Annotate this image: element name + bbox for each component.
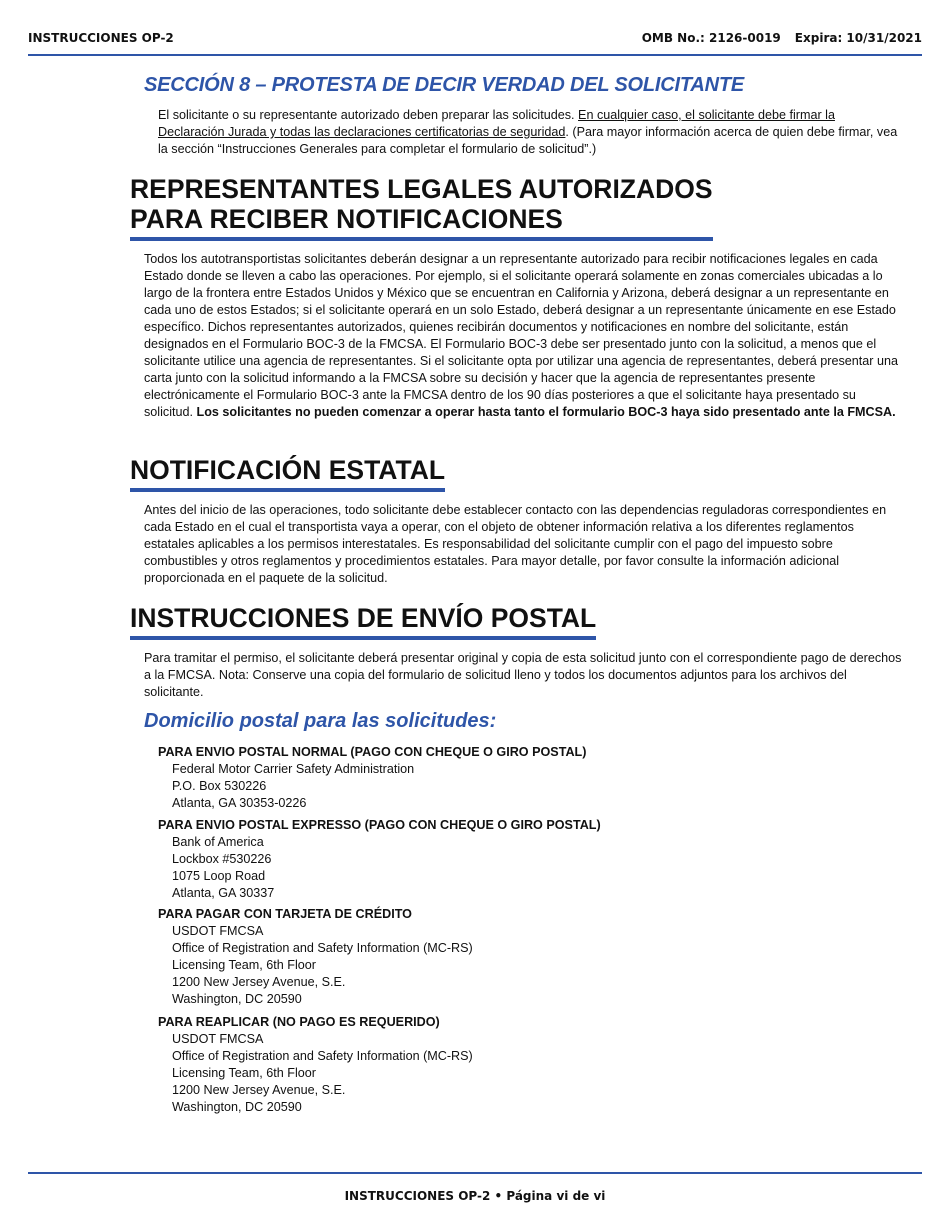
- address-line: Licensing Team, 6th Floor: [172, 1066, 316, 1080]
- address-block-reapply: [158, 1014, 758, 1116]
- address-line: Lockbox #530226: [172, 852, 272, 866]
- address-block-normal: [158, 744, 758, 812]
- address-line: Atlanta, GA 30337: [172, 886, 275, 900]
- section-8-body: [158, 107, 903, 158]
- representantes-heading-line-1: REPRESENTANTES LEGALES AUTORIZADOS: [130, 174, 713, 204]
- address-line: Federal Motor Carrier Safety Administration: [172, 762, 415, 776]
- section-8-text: El solicitante o su representante autorizado deben preparar las solicitudes.: [158, 108, 579, 122]
- address-block-credit-card: [158, 906, 758, 1008]
- page-footer: INSTRUCCIONES OP-2 • Página vi de vi: [344, 1189, 606, 1203]
- address-line: Office of Registration and Safety Information (MC-RS): [172, 1049, 473, 1063]
- address-line: 1075 Loop Road: [172, 869, 266, 883]
- address-line: Washington, DC 20590: [172, 1100, 302, 1114]
- representantes-body: [144, 251, 902, 421]
- address-line: Office of Registration and Safety Information (MC-RS): [172, 941, 473, 955]
- notificacion-heading: NOTIFICACIÓN ESTATAL: [130, 455, 445, 492]
- representantes-heading-line-2: PARA RECIBER NOTIFICACIONES: [130, 204, 563, 234]
- address-line: P.O. Box 530226: [172, 779, 267, 793]
- representantes-bold-text: Los solicitantes no pueden comenzar a operar hasta tanto el formulario BOC-3 haya sido presentado ante la FMCSA.: [196, 405, 896, 419]
- address-block-express: [158, 817, 758, 902]
- section-8-text-end: . (Para mayor información acerca de quien debe firmar, vea la sección “Instrucciones Generales para completar el formulario de solicitud”.): [158, 125, 898, 156]
- omb-number: OMB No.: 2126-0019: [641, 31, 781, 45]
- header-divider: [28, 54, 922, 56]
- representantes-text: Todos los autotransportistas solicitantes deberán designar a un representante autorizado para recibir notificaciones legales en cada Estado donde se lleven a cabo las operaciones. Por ejemplo, si el solicitante operará solamente en zonas comerciales ubicadas a lo largo de la frontera entre Estados Unidos y México que se encuentran en California y Arizona, deberá designar a un representante en cada uno de estos Estados; si el solicitante operará en un solo Estado, deberá designar a un representante únicamente en ese Estado específico. Dichos representantes autorizados, quienes recibirán documentos y notificaciones en nombre del solicitante, están designados en el Formulario BOC-3 de la FMCSA. El Formulario BOC-3 debe ser presentado junto con la solicitud, a menos que el solicitante utilice una agencia de representantes. Si el solicitante opta por utilizar una agencia de representantes, deberá presentar una carta junto con la solicitud informando a la FMCSA sobre su decisión y hacer que la agencia de representantes presente electrónicamente el Formulario BOC-3 ante la FMCSA dentro de los 90 días posteriores a que el solicitante haya presentado su solicitud.: [144, 252, 899, 419]
- section-8-title: SECCIÓN 8 – PROTESTA DE DECIR VERDAD DEL SOLICITANTE: [144, 74, 745, 96]
- address-line: Bank of America: [172, 835, 264, 849]
- address-line: 1200 New Jersey Avenue, S.E.: [172, 975, 346, 989]
- address-heading: PARA ENVIO POSTAL NORMAL (PAGO CON CHEQUE O GIRO POSTAL): [158, 745, 587, 759]
- address-line: USDOT FMCSA: [172, 924, 264, 938]
- header-form-name: INSTRUCCIONES OP-2: [28, 31, 174, 45]
- address-line: USDOT FMCSA: [172, 1032, 264, 1046]
- representantes-heading: [130, 174, 713, 241]
- notificacion-body: Antes del inicio de las operaciones, todo solicitante debe establecer contacto con las dependencias reguladoras correspondientes en cada Estado en el cual el transportista vaya a operar, con el objeto de obtener información relativa a los diferentes reglamentos estatales aplicables a los permisos interestatales. Es responsabilidad del solicitante cumplir con el pago del impuesto sobre combustibles y otros reglamentos y procedimientos estatales. Para mayor detalle, por favor consulte la información adicional proporcionada en el paquete de la solicitud.: [144, 503, 887, 585]
- address-heading: PARA ENVIO POSTAL EXPRESSO (PAGO CON CHEQUE O GIRO POSTAL): [158, 818, 601, 832]
- page-header: [28, 31, 922, 45]
- footer-divider: [28, 1172, 922, 1174]
- address-heading: PARA PAGAR CON TARJETA DE CRÉDITO: [158, 907, 412, 921]
- address-heading: PARA REAPLICAR (NO PAGO ES REQUERIDO): [158, 1015, 440, 1029]
- mailing-address-subheading: Domicilio postal para las solicitudes:: [144, 710, 497, 732]
- envio-heading: INSTRUCCIONES DE ENVÍO POSTAL: [130, 603, 596, 640]
- address-line: Washington, DC 20590: [172, 992, 302, 1006]
- envio-body: Para tramitar el permiso, el solicitante deberá presentar original y copia de esta solicitud junto con el correspondiente pago de derechos a la FMCSA. Nota: Conserve una copia del formulario de solicitud lleno y todos los documentos adjuntos para los archivos del solicitante.: [144, 651, 902, 699]
- address-line: 1200 New Jersey Avenue, S.E.: [172, 1083, 346, 1097]
- address-line: Licensing Team, 6th Floor: [172, 958, 316, 972]
- header-omb-info: [642, 31, 922, 45]
- address-line: Atlanta, GA 30353-0226: [172, 796, 307, 810]
- expiration-date: Expira: 10/31/2021: [794, 31, 922, 45]
- section-8-underlined-text: En cualquier caso, el solicitante debe firmar la Declaración Jurada y todas las declaraciones certificatorias de seguridad: [158, 108, 835, 139]
